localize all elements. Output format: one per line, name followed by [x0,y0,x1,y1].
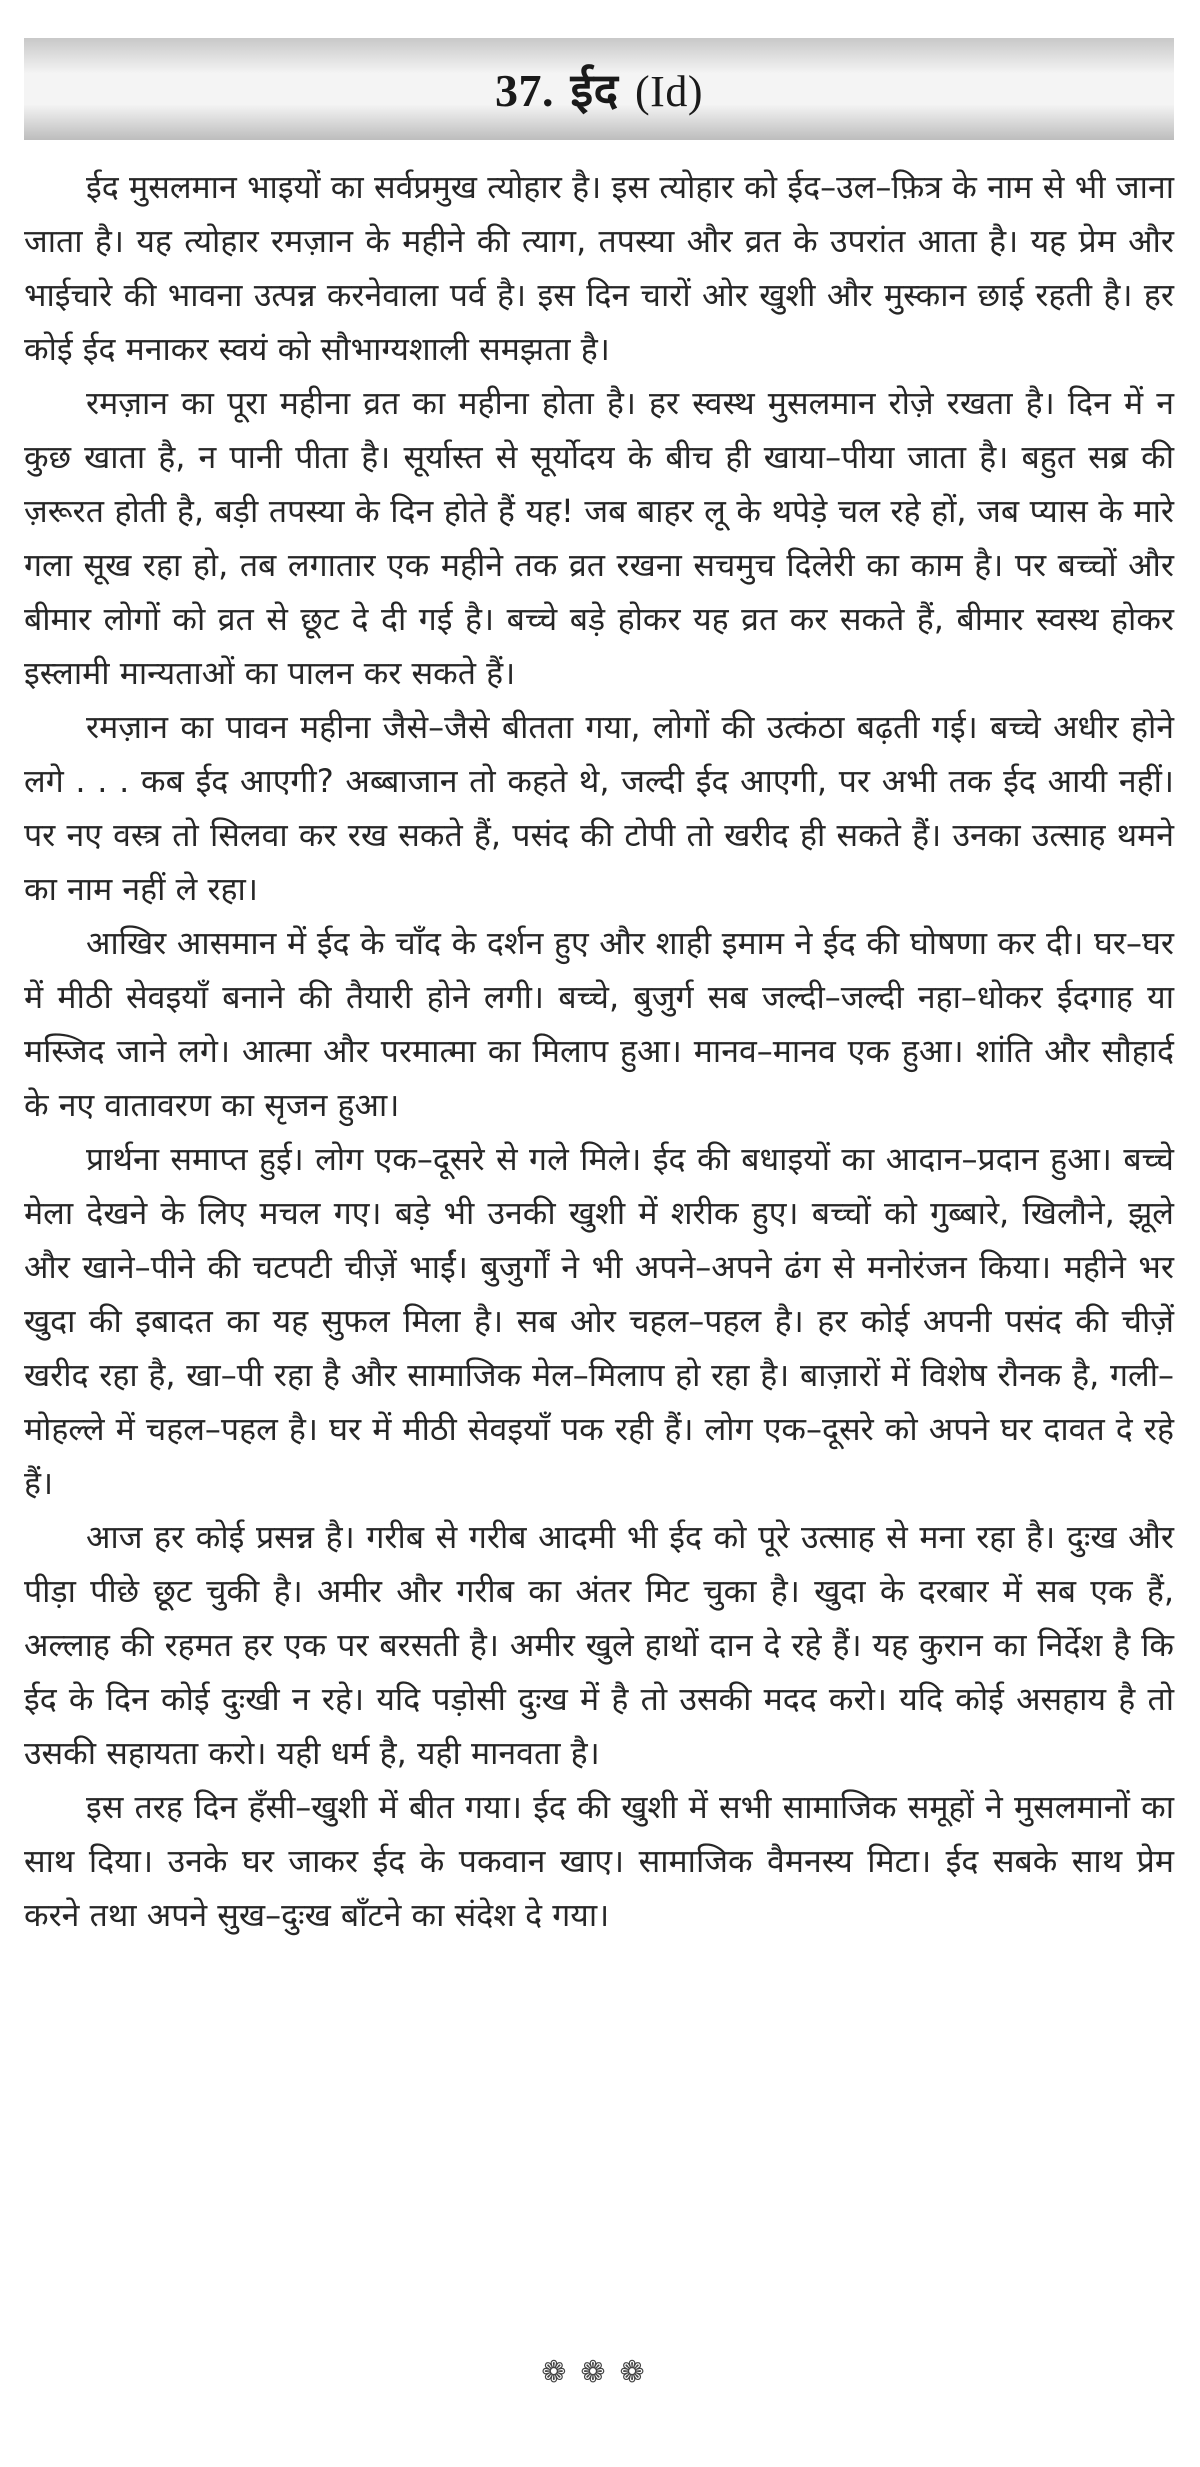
paragraph-6: आज हर कोई प्रसन्न है। गरीब से गरीब आदमी भी ईद को पूरे उत्साह से मना रहा है। दुःख और पीड़ा पीछे छूट चुकी है। अमीर और गरीब का अंतर मिट चुका है। खुदा के दरबार में सब एक हैं, अल्लाह की रहमत हर एक पर बरसती है। अमीर खुले हाथों दान दे रहे हैं। यह कुरान का निर्देश है कि ईद के दिन कोई दुःखी न रहे। यदि पड़ोसी दुःख में है तो उसकी मदद करो। यदि कोई असहाय है तो उसकी सहायता करो। यही धर्म है, यही मानवता है। [24,1518,1174,1772]
page-title [495,58,703,120]
flower-ornament-icon: ❁❁❁ [541,2355,659,2390]
essay-body [24,160,1174,1942]
paragraph-3: रमज़ान का पावन महीना जैसे–जैसे बीतता गया, लोगों की उत्कंठा बढ़ती गई। बच्चे अधीर होने लगे . . . कब ईद आएगी? अब्बाजान तो कहते थे, जल्दी ईद आएगी, पर अभी तक ईद आयी नहीं। पर नए वस्त्र तो सिलवा कर रख सकते हैं, पसंद की टोपी तो खरीद ही सकते हैं। उनका उत्साह थमने का नाम नहीं ले रहा। [24,708,1174,908]
title-banner [24,38,1174,140]
paragraph-4: आखिर आसमान में ईद के चाँद के दर्शन हुए और शाही इमाम ने ईद की घोषणा कर दी। घर–घर में मीठी सेवइयाँ बनाने की तैयारी होने लगी। बच्चे, बुजुर्ग सब जल्दी–जल्दी नहा–धोकर ईदगाह या मस्जिद जाने लगे। आत्मा और परमात्मा का मिलाप हुआ। मानव–मानव एक हुआ। शांति और सौहार्द के नए वातावरण का सृजन हुआ। [24,924,1174,1124]
chapter-number: 37. [494,65,554,116]
paragraph-1: ईद मुसलमान भाइयों का सर्वप्रमुख त्योहार है। इस त्योहार को ईद–उल–फ़ित्र के नाम से भी जाना जाता है। यह त्योहार रमज़ान के महीने की त्याग, तपस्या और व्रत के उपरांत आता है। यह प्रेम और भाईचारे की भावना उत्पन्न करनेवाला पर्व है। इस दिन चारों ओर खुशी और मुस्कान छाई रहती है। हर कोई ईद मनाकर स्वयं को सौभाग्यशाली समझता है। [24,168,1174,368]
title-english: (Id) [635,67,703,116]
paragraph-7: इस तरह दिन हँसी–खुशी में बीत गया। ईद की खुशी में सभी सामाजिक समूहों ने मुसलमानों का साथ दिया। उनके घर जाकर ईद के पकवान खाए। सामाजिक वैमनस्य मिटा। ईद सबके साथ प्रेम करने तथा अपने सुख–दुःख बाँटने का संदेश दे गया। [24,1788,1174,1934]
paragraph-2: रमज़ान का पूरा महीना व्रत का महीना होता है। हर स्वस्थ मुसलमान रोज़े रखता है। दिन में न कुछ खाता है, न पानी पीता है। सूर्यास्त से सूर्योदय के बीच ही खाया–पीया जाता है। बहुत सब्र की ज़रूरत होती है, बड़ी तपस्या के दिन होते हैं यह! जब बाहर लू के थपेड़े चल रहे हों, जब प्यास के मारे गला सूख रहा हो, तब लगातार एक महीने तक व्रत रखना सचमुच दिलेरी का काम है। पर बच्चों और बीमार लोगों को व्रत से छूट दे दी गई है। बच्चे बड़े होकर यह व्रत कर सकते हैं, बीमार स्वस्थ होकर इस्लामी मान्यताओं का पालन कर सकते हैं। [24,384,1174,692]
title-hindi: ईद [570,63,619,117]
paragraph-5: प्रार्थना समाप्त हुई। लोग एक–दूसरे से गले मिले। ईद की बधाइयों का आदान–प्रदान हुआ। बच्चे मेला देखने के लिए मचल गए। बड़े भी उनकी खुशी में शरीक हुए। बच्चों को गुब्बारे, खिलौने, झूले और खाने–पीने की चटपटी चीज़ें भाईं। बुजुर्गों ने भी अपने–अपने ढंग से मनोरंजन किया। महीने भर खुदा की इबादत का यह सुफल मिला है। सब ओर चहल–पहल है। हर कोई अपनी पसंद की चीज़ें खरीद रहा है, खा–पी रहा है और सामाजिक मेल–मिलाप हो रहा है। बाज़ारों में विशेष रौनक है, गली–मोहल्ले में चहल–पहल है। घर में मीठी सेवइयाँ पक रही हैं। लोग एक–दूसरे को अपने घर दावत दे रहे हैं। [24,1140,1174,1502]
